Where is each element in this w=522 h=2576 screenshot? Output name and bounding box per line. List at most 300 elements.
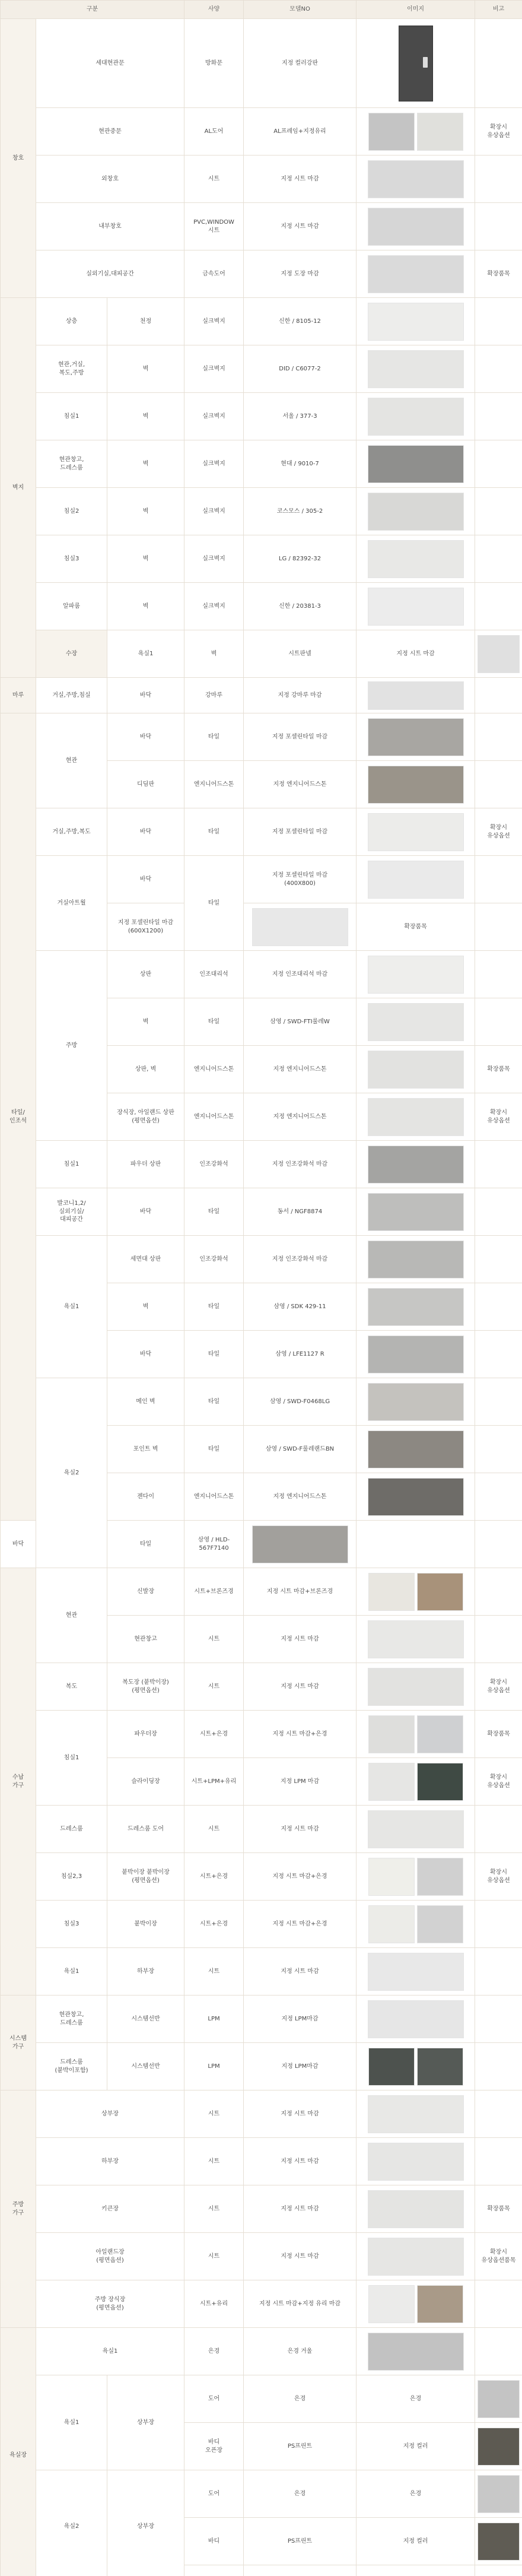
part-cell: 현관창고 — [107, 1616, 184, 1663]
note-cell — [475, 298, 522, 345]
model-cell: 지정 시트 마감 — [244, 156, 357, 203]
category-cell: 마루 — [1, 678, 36, 713]
image-cell — [244, 1521, 357, 1568]
part-cell: 붙박이장 붙박이장 (평면옵션) — [107, 1853, 184, 1901]
material-swatch-image — [478, 2428, 520, 2466]
model-cell: 서울 / 377-3 — [244, 393, 357, 440]
model-cell: 지정 시트 마감 — [244, 203, 357, 250]
model-cell: 지정 컬러강판 — [244, 19, 357, 108]
table-row — [1, 1901, 522, 1948]
note-cell — [475, 19, 522, 108]
spec-cell: 시트+브론즈경 — [184, 1568, 244, 1616]
location-cell: 현관창고, 드레스룸 — [36, 1996, 107, 2043]
note-cell — [475, 583, 522, 630]
material-swatch-image — [368, 861, 464, 899]
note-cell: 확장시 유상옵션 — [475, 1093, 522, 1141]
model-cell: 지정 시트 마감+지정 유리 마감 — [244, 2280, 357, 2328]
material-swatch-image — [417, 2048, 463, 2086]
image-cell — [357, 1758, 475, 1806]
part-cell: 바닥 — [107, 1188, 184, 1236]
model-cell: 신한 / 8105-12 — [244, 298, 357, 345]
model-cell: 지정 포셀린타일 마감 (600X1200) — [107, 903, 184, 951]
note-cell: 확장품목 — [357, 903, 475, 951]
location-cell: 현관창고, 드레스룸 — [36, 440, 107, 488]
spec-cell: 방화문 — [184, 19, 244, 108]
spec-cell: AL도어 — [184, 108, 244, 156]
location-cell: 침실3 — [36, 1901, 107, 1948]
table-row — [1, 298, 522, 345]
image-cell — [357, 1331, 475, 1378]
model-cell: 지정 시트 마감 — [357, 630, 475, 678]
material-swatch-image — [368, 1715, 415, 1753]
location-cell: 침실3 — [36, 535, 107, 583]
material-swatch-image — [417, 2285, 463, 2323]
table-row — [1, 2233, 522, 2280]
material-swatch-image — [252, 1525, 348, 1563]
part-cell: 바닥 — [107, 1331, 184, 1378]
spec-cell: 타일 — [184, 856, 244, 951]
model-cell: 지정 시트 마감 — [244, 1806, 357, 1853]
model-cell: 지정 인조강화석 마감 — [244, 1141, 357, 1188]
table-row — [1, 1568, 522, 1616]
model-cell: 지정 시트 마감+은경 — [244, 1711, 357, 1758]
note-cell: 확장시 유상옵션 — [475, 1758, 522, 1806]
note-cell — [475, 1616, 522, 1663]
location-cell: 욕실1 — [107, 630, 184, 678]
header-category: 구분 — [1, 1, 184, 19]
spec-cell: PVC,WINDOW 시트 — [184, 203, 244, 250]
table-row — [1, 2185, 522, 2233]
spec-cell: 금속도어 — [184, 250, 244, 298]
table-row — [1, 1711, 522, 1758]
table-row — [1, 678, 522, 713]
table-row — [1, 2090, 522, 2138]
spec-cell: 타일 — [184, 808, 244, 856]
image-cell — [357, 1616, 475, 1663]
image-cell — [357, 1046, 475, 1093]
note-cell: 확장시 유상옵션품목 — [475, 2233, 522, 2280]
part-cell: 파우더 상판 — [107, 1141, 184, 1188]
spec-cell: 시트 — [184, 2138, 244, 2185]
spec-cell: 시트+은경 — [184, 1853, 244, 1901]
image-cell — [357, 998, 475, 1046]
material-swatch-image — [368, 1478, 464, 1516]
table-row — [1, 488, 522, 535]
model-cell — [357, 2565, 475, 2576]
spec-cell: 시트 — [184, 1806, 244, 1853]
spec-cell: 엔지니어드스톤 — [184, 1093, 244, 1141]
location-cell: 드레스룸 — [36, 1806, 107, 1853]
note-cell — [475, 1188, 522, 1236]
material-swatch-image — [368, 113, 415, 151]
model-cell: 지정 엔지니어드스톤 — [244, 1093, 357, 1141]
note-cell — [475, 2138, 522, 2185]
spec-cell: 실크벽지 — [184, 440, 244, 488]
location-cell: 발코니1,2/ 실외기실/ 대피공간 — [36, 1188, 107, 1236]
material-swatch-image — [368, 766, 464, 804]
image-cell — [357, 1948, 475, 1996]
model-cell: 삼영 / SWD-F0468LG — [244, 1378, 357, 1426]
material-swatch-image — [478, 2523, 520, 2561]
image-cell — [357, 583, 475, 630]
image-cell — [357, 1711, 475, 1758]
note-cell — [475, 856, 522, 903]
image-cell — [475, 2470, 522, 2518]
spec-cell: 엔지니어드스톤 — [184, 761, 244, 808]
table-row — [1, 2280, 522, 2328]
location-cell: 아일랜드장 (평면옵션) — [36, 2233, 184, 2280]
image-cell — [357, 535, 475, 583]
material-swatch-image — [368, 2285, 415, 2323]
note-cell — [475, 2043, 522, 2090]
table-row — [1, 156, 522, 203]
spec-cell: 인조강화석 — [184, 1236, 244, 1283]
material-swatch-image — [368, 1763, 415, 1801]
image-cell — [357, 1093, 475, 1141]
image-cell — [357, 856, 475, 903]
part-cell: 벽 — [107, 998, 184, 1046]
note-cell: 확장품목 — [475, 2185, 522, 2233]
door-swatch-image — [399, 26, 433, 101]
model-cell: 지정 시트 마감 — [244, 1616, 357, 1663]
model-cell: 삼영 / SWD-F룰레랜드BN — [244, 1426, 357, 1473]
location-cell: 현관 — [36, 1568, 107, 1663]
image-cell — [357, 345, 475, 393]
material-swatch-image — [368, 813, 464, 851]
part-cell: 천정 — [107, 298, 184, 345]
image-cell — [357, 108, 475, 156]
material-swatch-image — [478, 635, 520, 673]
part-cell: 도어 — [184, 2470, 244, 2518]
part-cell: 복도장 (붙박이장) (평면옵션) — [107, 1663, 184, 1711]
model-cell: 지정 엔지니어드스톤 — [244, 761, 357, 808]
table-row — [1, 1141, 522, 1188]
location-cell: 주방 — [36, 951, 107, 1141]
model-cell: 지정 시트 마감 — [244, 1948, 357, 1996]
table-row — [1, 2470, 522, 2518]
image-cell — [475, 2423, 522, 2470]
location-cell: 외창호 — [36, 156, 184, 203]
image-cell — [357, 2090, 475, 2138]
location-cell: 욕실1 — [36, 1236, 107, 1378]
spec-cell: 시트 — [184, 2090, 244, 2138]
material-swatch-image — [368, 445, 464, 483]
spec-cell: 은경 — [244, 2375, 357, 2423]
table-row — [1, 2138, 522, 2185]
location-cell: 키큰장 — [36, 2185, 184, 2233]
part-cell: 슬라이딩장 — [107, 1758, 184, 1806]
material-swatch-image — [417, 1858, 463, 1896]
note-cell: 확장시 유상옵션 — [475, 1663, 522, 1711]
spec-cell: 시트 — [184, 2185, 244, 2233]
image-cell — [357, 1141, 475, 1188]
material-swatch-image — [368, 1288, 464, 1326]
model-cell: 은경 — [357, 2375, 475, 2423]
category-cell: 욕실장 — [1, 2328, 36, 2576]
image-cell — [357, 678, 475, 713]
part-cell: 바닥 — [107, 713, 184, 761]
model-cell: 지정 포셀린타일 마감 — [244, 808, 357, 856]
model-cell: 지정 엔지니어드스톤 — [244, 1473, 357, 1521]
model-cell: 지정 강마루 마감 — [244, 678, 357, 713]
model-cell: 지정 시트 마감+브론즈경 — [244, 1568, 357, 1616]
image-cell — [357, 2043, 475, 2090]
material-swatch-image — [368, 1193, 464, 1231]
header-note: 비고 — [475, 1, 522, 19]
material-swatch-image — [252, 908, 348, 946]
material-swatch-image — [368, 303, 464, 341]
table-row — [1, 250, 522, 298]
image-cell — [357, 2138, 475, 2185]
model-cell: 지정 인조대리석 마감 — [244, 951, 357, 998]
material-swatch-image — [368, 1810, 464, 1848]
model-cell: 지정 시트 마감 — [244, 1663, 357, 1711]
note-cell — [475, 440, 522, 488]
model-cell: 지정 포셀린타일 마감 — [244, 713, 357, 761]
material-swatch-image — [368, 1146, 464, 1184]
spec-cell: 타일 — [107, 1521, 184, 1568]
model-cell: AL프레임+지정유리 — [244, 108, 357, 156]
image-cell — [244, 903, 357, 951]
note-cell — [357, 1521, 475, 1568]
table-row — [1, 1188, 522, 1236]
spec-cell: 실크벽지 — [184, 393, 244, 440]
spec-cell: 타일 — [184, 1426, 244, 1473]
material-swatch-image — [368, 1573, 415, 1611]
spec-cell: 타일 — [184, 1283, 244, 1331]
part-cell: 바닥 — [107, 808, 184, 856]
material-swatch-image — [368, 2143, 464, 2181]
spec-cell: 타일 — [184, 998, 244, 1046]
material-swatch-image — [368, 208, 464, 246]
note-cell — [475, 1141, 522, 1188]
part-cell: 벽 — [107, 583, 184, 630]
material-swatch-image — [417, 1573, 463, 1611]
material-swatch-image — [417, 1905, 463, 1943]
material-swatch-image — [368, 1335, 464, 1373]
spec-cell: PS프린트 — [244, 2423, 357, 2470]
material-swatch-image — [417, 1763, 463, 1801]
note-cell: 확장시 유상옵션 — [475, 808, 522, 856]
table-row — [1, 1663, 522, 1711]
part-cell: 바닥 — [107, 856, 184, 903]
note-cell — [475, 761, 522, 808]
material-swatch-image — [368, 1383, 464, 1421]
model-cell: 지정 LPM마감 — [244, 2043, 357, 2090]
material-swatch-image — [368, 718, 464, 756]
location-cell: 주방 장식장 (평면옵션) — [36, 2280, 184, 2328]
table-row — [1, 630, 522, 678]
location-cell: 욕실1 — [36, 1948, 107, 1996]
image-cell — [357, 156, 475, 203]
table-row — [1, 1806, 522, 1853]
part-cell: 메인 벽 — [107, 1378, 184, 1426]
material-swatch-image — [368, 1003, 464, 1041]
model-cell: 코스모스 / 305-2 — [244, 488, 357, 535]
location-cell: 알파룸 — [36, 583, 107, 630]
category-cell: 타일/ 인조석 — [1, 713, 36, 1521]
model-cell: DID / C6077-2 — [244, 345, 357, 393]
image-cell — [357, 1283, 475, 1331]
location-cell: 복도 — [36, 1663, 107, 1711]
material-swatch-image — [368, 255, 464, 293]
note-cell — [475, 1283, 522, 1331]
image-cell — [357, 808, 475, 856]
material-swatch-image — [368, 2000, 464, 2038]
model-cell: 신한 / 20381-3 — [244, 583, 357, 630]
image-cell — [357, 1473, 475, 1521]
image-cell — [357, 1568, 475, 1616]
model-cell: 현대 / 9010-7 — [244, 440, 357, 488]
image-cell — [357, 1426, 475, 1473]
note-cell — [475, 1996, 522, 2043]
part-cell: 벽 — [107, 488, 184, 535]
material-swatch-image — [368, 1668, 464, 1706]
table-row — [1, 951, 522, 998]
part-cell: 벽 — [107, 393, 184, 440]
category-cell: 창호 — [1, 19, 36, 298]
location-cell: 상층 — [36, 298, 107, 345]
note-cell — [475, 1568, 522, 1616]
material-swatch-image — [368, 2190, 464, 2228]
image-cell — [357, 203, 475, 250]
image-cell — [357, 1188, 475, 1236]
location-cell: 욕실1 — [36, 2328, 184, 2375]
category-cell: 주방 가구 — [1, 2090, 36, 2328]
model-cell: 지정 컬러 — [357, 2518, 475, 2565]
image-cell — [357, 1853, 475, 1901]
material-swatch-image — [368, 588, 464, 626]
location-cell: 하부장 — [36, 2138, 184, 2185]
location-cell: 내부창호 — [36, 203, 184, 250]
material-swatch-image — [368, 398, 464, 436]
material-swatch-image — [368, 2048, 415, 2086]
part-cell: 젠다이 — [107, 1473, 184, 1521]
table-row — [1, 345, 522, 393]
image-cell — [475, 2518, 522, 2565]
location-cell: 현관,거실, 복도,주방 — [36, 345, 107, 393]
note-cell — [475, 2280, 522, 2328]
spec-cell: 시트 — [184, 2233, 244, 2280]
table-row — [1, 2328, 522, 2375]
location-cell: 침실1 — [36, 393, 107, 440]
header-image: 이미지 — [357, 1, 475, 19]
model-cell: 지정 시트 마감 — [244, 2185, 357, 2233]
part-cell: 벽 — [107, 345, 184, 393]
model-cell: 삼영 / SWD-FTI룰레W — [244, 998, 357, 1046]
door-handle-icon — [423, 57, 428, 68]
spec-cell: 엔지니어드스톤 — [184, 1473, 244, 1521]
location-cell: 거실,주방,복도 — [36, 808, 107, 856]
location-cell: 침실2,3 — [36, 1853, 107, 1901]
image-cell — [475, 2565, 522, 2576]
spec-cell: 시트+유리 — [184, 2280, 244, 2328]
spec-cell: 타일 — [184, 1378, 244, 1426]
part-cell: 하부장 — [107, 1948, 184, 1996]
spec-cell: 시트+은경 — [184, 1711, 244, 1758]
location-cell: 욕실2 — [36, 1378, 107, 1568]
spec-cell: PS프린트 — [244, 2518, 357, 2565]
category-cell: 수장 — [36, 630, 107, 678]
material-swatch-image — [368, 2095, 464, 2133]
image-cell — [357, 298, 475, 345]
model-cell: LG / 82392-32 — [244, 535, 357, 583]
image-cell — [357, 2233, 475, 2280]
header-model: 모델NO — [244, 1, 357, 19]
note-cell — [475, 2328, 522, 2375]
material-swatch-image — [478, 2380, 520, 2418]
part-cell: 상판 — [107, 951, 184, 998]
model-cell: 지정 컬러 — [357, 2423, 475, 2470]
note-cell: 확장시 유상옵션 — [475, 1853, 522, 1901]
category-cell: 벽지 — [1, 298, 36, 678]
location-cell: 침실1 — [36, 1141, 107, 1188]
image-cell — [357, 250, 475, 298]
spec-cell: 은경 — [184, 2328, 244, 2375]
material-swatch-image — [368, 160, 464, 198]
material-swatch-image — [478, 2475, 520, 2513]
model-cell: 지정 포셀린타일 마감 (400X800) — [244, 856, 357, 903]
note-cell — [475, 2090, 522, 2138]
spec-cell: 타일 — [184, 1188, 244, 1236]
material-swatch-image — [417, 113, 463, 151]
note-cell — [475, 998, 522, 1046]
material-swatch-image — [368, 2238, 464, 2276]
table-row — [1, 713, 522, 761]
table-row — [1, 583, 522, 630]
image-cell — [357, 1996, 475, 2043]
note-cell — [475, 393, 522, 440]
spec-cell: 실크벽지 — [184, 488, 244, 535]
location-cell: 침실1 — [36, 1711, 107, 1806]
note-cell — [475, 1426, 522, 1473]
spec-cell: 시트 — [184, 1616, 244, 1663]
table-row — [1, 535, 522, 583]
note-cell: 확장품목 — [475, 1046, 522, 1093]
image-cell — [357, 1236, 475, 1283]
table-row — [1, 1378, 522, 1426]
table-row — [1, 856, 522, 903]
header-spec: 사양 — [184, 1, 244, 19]
image-cell — [357, 19, 475, 108]
model-cell: 지정 시트 마감+은경 — [244, 1901, 357, 1948]
model-cell: 동서 / NGF8874 — [244, 1188, 357, 1236]
model-cell: 지정 시트 마감 — [244, 2090, 357, 2138]
table-row — [1, 1236, 522, 1283]
model-cell: 지정 LPM 마감 — [244, 1758, 357, 1806]
model-cell: 지정 LPM마감 — [244, 1996, 357, 2043]
location-cell: 욕실1 — [36, 2375, 107, 2470]
model-cell: 은경 — [357, 2470, 475, 2518]
part-cell: 포인트 벽 — [107, 1426, 184, 1473]
image-cell — [357, 951, 475, 998]
location-cell: 드레스룸 (붙박이포함) — [36, 2043, 107, 2090]
spec-cell: 은경 — [244, 2470, 357, 2518]
part-cell: 도어 — [184, 2375, 244, 2423]
part-cell: 시스템선반 — [107, 2043, 184, 2090]
table-row — [1, 440, 522, 488]
sub-location-cell: 상부장 — [107, 2470, 184, 2576]
note-cell — [475, 535, 522, 583]
location-cell: 욕실2 — [36, 2470, 107, 2576]
part-cell — [184, 2565, 244, 2576]
table-row — [1, 393, 522, 440]
location-cell: 거실,주방,침실 — [36, 678, 107, 713]
image-cell — [357, 1378, 475, 1426]
image-cell — [357, 2185, 475, 2233]
spec-cell: 시트 — [184, 1948, 244, 1996]
spec-cell: 엔지니어드스톤 — [184, 1046, 244, 1093]
